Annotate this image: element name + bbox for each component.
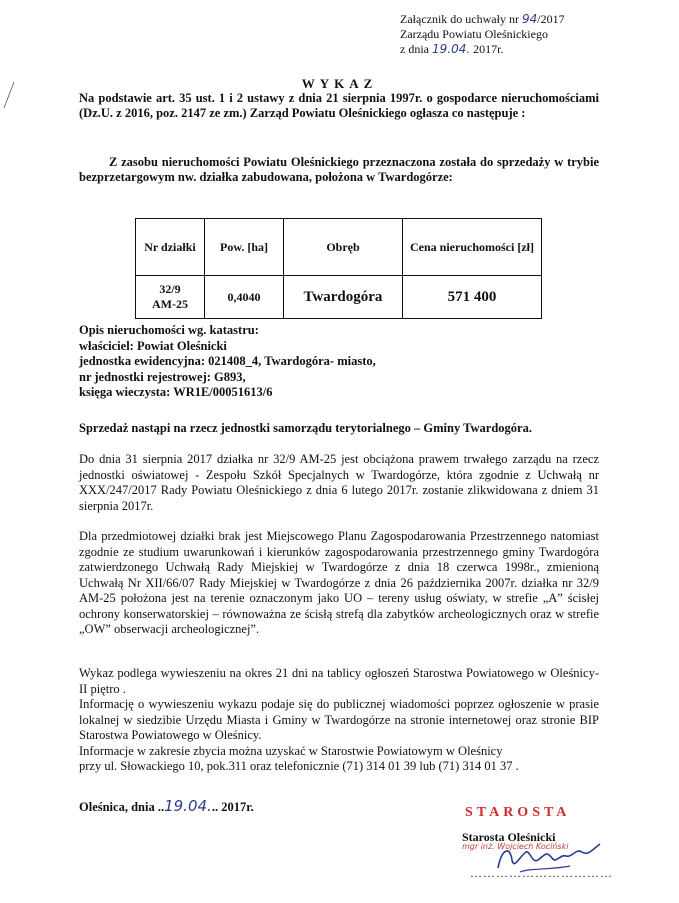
handwritten-sign-date: 19.04. <box>164 797 212 815</box>
table-row <box>136 276 542 319</box>
publication-line: Informacje w zakresie zbycia można uzyskać w Starostwie Powiatowym w Oleśnicy <box>79 743 503 758</box>
header-line-date: z dnia 19.04. 2017r. <box>400 42 504 56</box>
cell-price: 571 400 <box>403 276 542 319</box>
col-header-precinct: Obręb <box>284 219 403 276</box>
stamp-title: Starosta Oleśnicki <box>462 830 556 844</box>
cadastre-land-book: księga wieczysta: WR1E/00051613/6 <box>79 385 273 399</box>
cadastre-unit: jednostka ewidencyjna: 021408_4, Twardogóra- miasto, <box>79 354 376 368</box>
col-header-area: Pow. [ha] <box>205 219 284 276</box>
col-header-price: Cena nieruchomości [zł] <box>403 219 542 276</box>
cadastre-description <box>79 323 599 401</box>
cell-area: 0,4040 <box>205 276 284 319</box>
header-line-board: Zarządu Powiatu Oleśnickiego <box>400 27 548 41</box>
management-paragraph: Do dnia 31 sierpnia 2017 działka nr 32/9 AM-25 jest obciążona prawem trwałego zarządu na rzecz jednostki oświatowej - Zespołu Szkół Specjalnych w Twardogórze, która zgodnie z Uchwałą nr XXX/247/2017 Rady Powiatu Oleśnickiego z dnia 6 lutego 2017r. zostanie zlikwidowana z dniem 31 sierpnia 2017r. <box>79 452 599 513</box>
legal-basis-paragraph: Na podstawie art. 35 ust. 1 i 2 ustawy z dnia 21 sierpnia 1997r. o gospodarce nieruchomościami (Dz.U. z 2016, poz. 2147 ze zm.) Zarząd Powiatu Oleśnickiego ogłasza co następuje : <box>79 91 599 120</box>
cell-parcel-number: 32/9 AM-25 <box>136 276 205 319</box>
publication-line: Wykaz podlega wywieszeniu na okres 21 dni na tablicy ogłoszeń Starostwa Powiatowego w Oleśnicy-II piętro . <box>79 666 599 696</box>
handwritten-header-date: 19.04. <box>432 42 471 56</box>
table-header-row <box>136 219 542 276</box>
starosta-heading: STAROSTA <box>465 805 571 820</box>
place-date-line: Oleśnica, dnia ..19.04... 2017r. <box>79 797 254 815</box>
col-header-parcel-number: Nr działki <box>136 219 205 276</box>
parcel-table <box>135 218 542 319</box>
publication-line: przy ul. Słowackiego 10, pok.311 oraz telefonicznie (71) 314 01 39 lub (71) 314 01 37 . <box>79 759 519 773</box>
signature-dotted-line: …………………………… <box>470 866 613 880</box>
header-line-resolution: Załącznik do uchwały nr 94/2017 <box>400 12 565 26</box>
cadastre-heading: Opis nieruchomości wg. katastru: <box>79 323 259 337</box>
cadastre-register: nr jednostki rejestrowej: G893, <box>79 369 246 384</box>
publication-line: Informację o wywieszeniu wykazu podaje się do publicznej wiadomości poprzez ogłoszenie w prasie lokalnej w siedzibie Urzędu Miasta i Gminy w Twardogórze na stronie internetowej oraz stronie BIP Starostwa Powiatowego w Oleśnicy. <box>79 697 599 742</box>
cell-precinct: Twardogóra <box>284 276 403 319</box>
publication-paragraph <box>79 666 599 775</box>
document-title: WYKAZ <box>301 76 378 91</box>
sale-note: Sprzedaż nastąpi na rzecz jednostki samorządu terytorialnego – Gminy Twardogóra. <box>79 421 532 435</box>
handwritten-resolution-number: 94 <box>521 12 538 26</box>
zoning-paragraph: Dla przedmiotowej działki brak jest Miejscowego Planu Zagospodarowania Przestrzennego natomiast zgodnie ze studium uwarunkowań i kierunków zagospodarowania przestrzennego gminy Twardogóra zatwierdzonego Uchwałą Rady Miejskiej w Twardogórze z dnia 18 czerwca 1998r., zmienioną Uchwałą Nr XII/66/07 Rady Miejskiej w Twardogórze z dnia 26 października 2007r. działka nr 32/9 AM-25 położona jest na terenie oznaczonym jako UO – tereny usług oświaty, w strefie „A” ścisłej ochrony konserwatorskiej – równoważna ze ścisłą strefą dla zabytków archeologicznych oraz w strefie „OW” obserwacji archeologicznej”. <box>79 529 599 636</box>
stamp-name: mgr inż. Wojciech Kociński <box>462 842 569 851</box>
cadastre-owner: właściciel: Powiat Oleśnicki <box>79 338 227 353</box>
property-description-paragraph: Z zasobu nieruchomości Powiatu Oleśnickiego przeznaczona została do sprzedaży w trybie bezprzetargowym nw. działka zabudowana, położona w Twardogórze: <box>79 155 599 184</box>
attachment-header <box>400 12 670 57</box>
